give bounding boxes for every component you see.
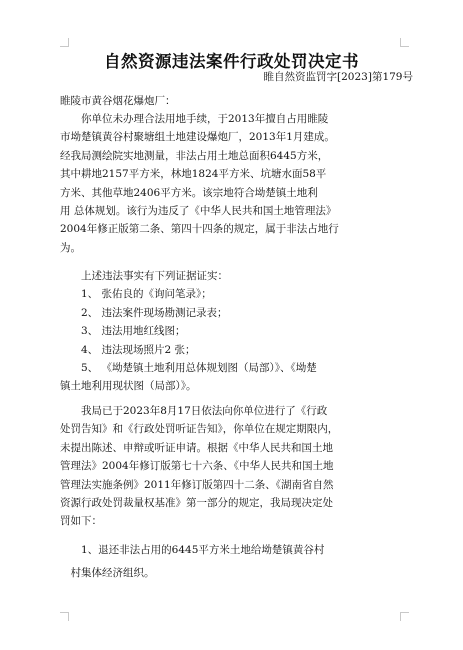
text-line: 用 总体规划。该行为违反了《中华人民共和国土地管理法》 (60, 204, 337, 217)
text-line: 方米、其他草地2406平方米。该宗地符合坳楚镇土地利 (60, 186, 318, 199)
facts-paragraph (60, 110, 420, 257)
text-line: 罚如下： (60, 515, 102, 528)
evidence-item: 5、 《坳楚镇土地利用总体规划图（局部）》、《坳楚 (60, 361, 317, 374)
document-number: 睢自然资监罚字[2023]第179号 (263, 71, 413, 83)
text-line: 村集体经济组织。 (60, 567, 155, 579)
text-line: 经我局测绘院实地测量，非法占用土地总面积6445方米， (60, 149, 329, 162)
text-line: 处罚告知》和《行政处罚听证告知》，你单位在规定期限内， (60, 423, 339, 436)
penalty-item (60, 541, 420, 587)
text-line: 你单位未办理合法用地手续，于2013年擅自占用睢陵 (60, 113, 329, 125)
text-line: 管理法》2004年修订版第七十六条、《中华人民共和国土地 (60, 460, 334, 473)
margin-corner-mark (400, 612, 409, 621)
text-line: 其中耕地2157平方米，林地1824平方米、坑塘水面58平 (60, 168, 327, 181)
decision-paragraph (60, 402, 420, 531)
evidence-intro: 上述违法事实有下列证据证实： (60, 270, 228, 282)
evidence-list (60, 267, 420, 396)
evidence-item: 2、 违法案件现场勘测记录表； (60, 306, 228, 319)
text-line: 未提出陈述、申辩或听证申请。根据《中华人民共和国土地 (60, 441, 333, 454)
evidence-item: 镇土地利用现状图（局部）》。 (60, 380, 197, 393)
evidence-item: 4、 违法现场照片2 张； (60, 343, 196, 356)
text-line: 1、退还非法占用的6445平方米土地给坳楚镇黄谷村 (60, 544, 325, 556)
addressee: 睢陵市黄谷烟花爆炮厂： (60, 95, 176, 107)
evidence-item: 3、 违法用地红线图； (60, 325, 186, 338)
text-line: 管理法实施条例》2011年修订版第四十二条、《湖南省自然 (60, 478, 334, 491)
text-line: 我局已于2023年8月17日依法向你单位进行了《行政 (60, 405, 328, 417)
text-line: 为。 (60, 241, 81, 254)
margin-corner-mark (60, 38, 69, 47)
document-title: 自然资源违法案件行政处罚决定书 (104, 52, 359, 71)
text-line: 2004年修正版第二条、第四十四条的规定，属于非法占地行 (60, 223, 339, 236)
text-line: 市坳楚镇黄谷村聚塘组土地建设爆炮厂，2013年1月建成。 (60, 131, 335, 144)
text-line: 资源行政处罚裁量权基准》第一部分的规定，我局现决定处 (60, 496, 333, 509)
margin-corner-mark (400, 38, 409, 47)
margin-corner-mark (60, 612, 69, 621)
evidence-item: 1、 张佑良的《询问笔录》； (60, 288, 212, 301)
